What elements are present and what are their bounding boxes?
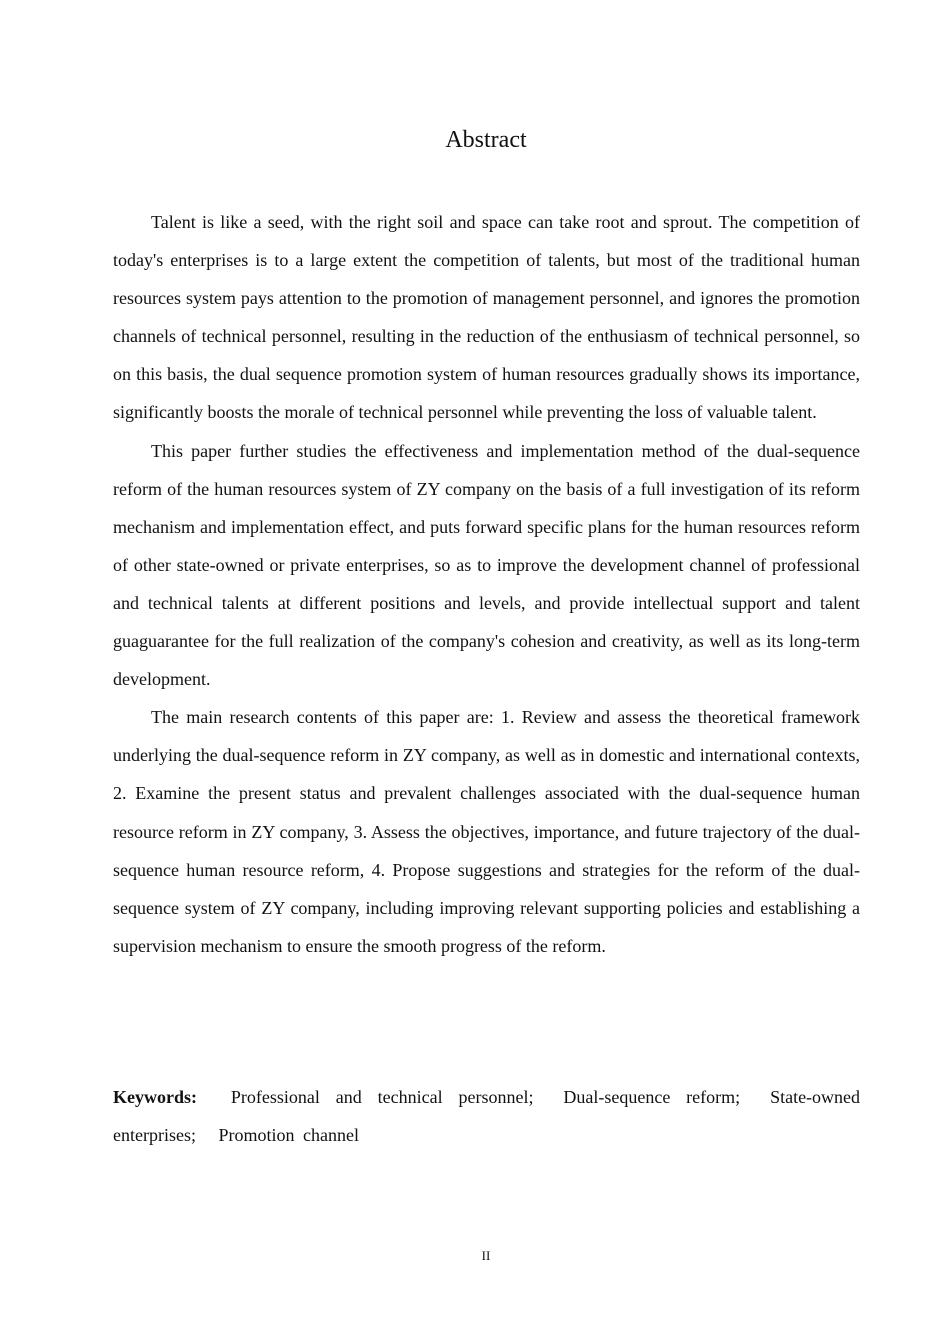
keywords-section (113, 1078, 860, 1154)
keyword-item: Dual-sequence reform; (563, 1087, 741, 1107)
abstract-title: Abstract (445, 127, 527, 153)
keywords-label: Keywords: (113, 1087, 197, 1107)
abstract-paragraph-3: The main research contents of this paper are: 1. Review and assess the theoretical framework underlying the dual-sequence reform in ZY company, as well as in domestic and international contexts, 2. Examine the present status and prevalent challenges associated with the dual-sequence human resource reform in ZY company, 3. Assess the objectives, importance, and future trajectory of the dual-sequence human resource reform, 4. Propose suggestions and strategies for the reform of the dual-sequence system of ZY company, including improving relevant supporting policies and establishing a supervision mechanism to ensure the smooth progress of the reform. (113, 707, 860, 956)
keyword-item: Promotion channel (218, 1125, 359, 1146)
keyword-item: State-owned enterprises; (113, 1087, 861, 1146)
abstract-paragraph-2: This paper further studies the effectiveness and implementation method of the dual-sequence reform of the human resources system of ZY company on the basis of a full investigation of its reform mechanism and implementation effect, and puts forward specific plans for the human resources reform of other state-owned or private enterprises, so as to improve the development channel of professional and technical talents at different positions and levels, and provide intellectual support and talent guaguarantee for the full realization of the company's cohesion and creativity, as well as its long-term development. (113, 440, 860, 690)
keyword-item: Professional and technical personnel; (230, 1087, 534, 1107)
abstract-paragraph-1: Talent is like a seed, with the right soil and space can take root and sprout. The competition of today's enterprises is to a large extent the competition of talents, but most of the traditional human resources system pays attention to the promotion of management personnel, and ignores the promotion channels of technical personnel, resulting in the reduction of the enthusiasm of technical personnel, so on this basis, the dual sequence promotion system of human resources gradually shows its importance, significantly boosts the morale of technical personnel while preventing the loss of valuable talent. (113, 212, 860, 423)
abstract-body (113, 203, 860, 965)
page-number: II (481, 1248, 491, 1263)
